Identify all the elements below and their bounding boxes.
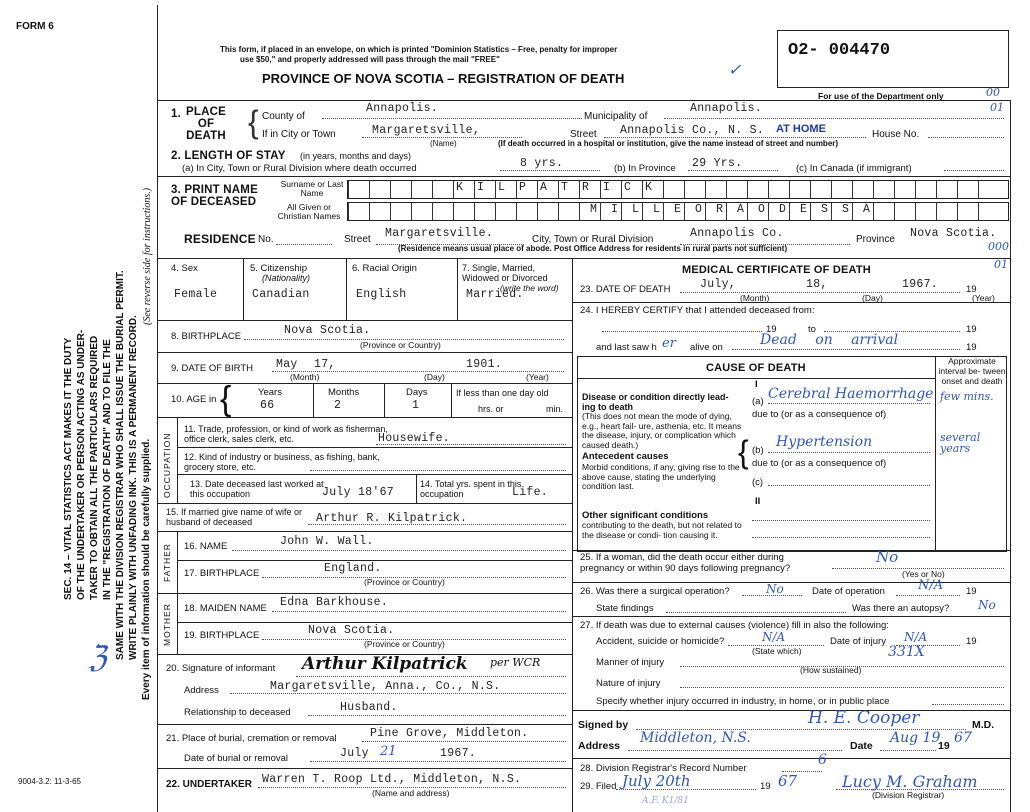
department-use-caption: For use of the Department only bbox=[818, 91, 944, 101]
death-day: 18, bbox=[806, 278, 828, 291]
cause-of-death-title: CAUSE OF DEATH bbox=[706, 362, 806, 374]
cause-a-interval: few mins. bbox=[940, 390, 994, 403]
street-label: Street bbox=[570, 129, 597, 140]
surname-value: K I L P A T R I C K bbox=[456, 181, 656, 194]
registration-number-box bbox=[777, 30, 1009, 88]
physician-address: Middleton, N.S. bbox=[640, 730, 751, 746]
citizenship-value: Canadian bbox=[252, 288, 310, 301]
cause-a-value: Cerebral Haemorrhage bbox=[768, 386, 934, 402]
manner-code: 331X bbox=[888, 644, 925, 660]
accident-answer: N/A bbox=[762, 630, 786, 644]
house-no-label: House No. bbox=[872, 129, 920, 140]
form-number: FORM 6 bbox=[16, 21, 54, 32]
sidebar-line-2: OF THE UNDERTAKER OR PERSON ACTING AS UNDER- bbox=[76, 329, 87, 600]
burial-date-year: 1967. bbox=[440, 747, 477, 760]
margin-code-1: 00 bbox=[986, 86, 1000, 99]
length-of-stay-label: 2. LENGTH OF STAY bbox=[171, 150, 286, 162]
page-title: PROVINCE OF NOVA SCOTIA – REGISTRATION OF DEATH bbox=[262, 71, 625, 86]
mother-birthplace-value: Nova Scotia. bbox=[308, 624, 395, 637]
surname-cells bbox=[347, 180, 1009, 199]
stay-city-value: 8 yrs. bbox=[520, 157, 564, 170]
street-value: Annapolis Co., N. S. bbox=[620, 124, 765, 137]
filed-date: July 20th bbox=[622, 772, 691, 790]
given-names-value: M I L L E O R A O D E S S A bbox=[590, 203, 874, 216]
death-month: July, bbox=[700, 278, 737, 291]
burial-date-day: 21 bbox=[380, 744, 397, 759]
residence-note: (Residence means usual place of abode. Post Office Address for residents in rural parts not sufficient) bbox=[398, 244, 788, 253]
sex-value: Female bbox=[174, 288, 218, 301]
father-birthplace-value: England. bbox=[324, 562, 382, 575]
county-value: Annapolis. bbox=[366, 102, 439, 115]
margin-scribble: ℨ bbox=[88, 640, 107, 675]
city-value: Margaretsville, bbox=[372, 124, 481, 137]
cause-b-value: Hypertension bbox=[776, 434, 873, 450]
residence-city-value: Annapolis Co. bbox=[690, 227, 784, 240]
dob-year: 1901. bbox=[466, 358, 503, 371]
sidebar-line-5: SAME WITH THE DIVISION REGISTRAR WHO SHALL ISSUE THE BURIAL PERMIT. bbox=[115, 270, 126, 660]
form-code: 9004-3.2: 11-3-65 bbox=[18, 777, 82, 786]
sidebar-line-3: TAKER TO OBTAIN ALL THE PARTICULARS REQUIRED bbox=[89, 335, 100, 600]
header-line-2: use $50," and properly addressed will pass through the mail "FREE" bbox=[240, 55, 500, 64]
registration-number: O2- 004470 bbox=[788, 41, 891, 60]
burial-date-month: July bbox=[340, 747, 369, 760]
physician-date-year: 67 bbox=[954, 730, 972, 746]
residence-street-value: Margaretsville. bbox=[385, 227, 494, 240]
marital-value: Married. bbox=[466, 288, 524, 301]
death-year: 1967. bbox=[902, 278, 939, 291]
cause-b-interval: several years bbox=[940, 431, 981, 455]
dob-month: May bbox=[276, 358, 298, 371]
stay-province-value: 29 Yrs. bbox=[692, 157, 743, 170]
spouse-value: Arthur R. Kilpatrick. bbox=[316, 512, 468, 525]
record-number: 6 bbox=[818, 752, 827, 768]
occupation-value: Housewife. bbox=[378, 432, 451, 445]
physician-signature: H. E. Cooper bbox=[808, 708, 920, 728]
sidebar-line-8: (See reverse side for instructions.) bbox=[142, 187, 153, 325]
informant-address-value: Margaretsville, Anna., Co., N.S. bbox=[270, 680, 501, 693]
municipality-label: Municipality of bbox=[584, 111, 648, 122]
medical-certificate-title: MEDICAL CERTIFICATE OF DEATH bbox=[682, 264, 871, 276]
check-mark: ✓ bbox=[728, 60, 742, 79]
registrar-signature: Lucy M. Graham bbox=[842, 772, 978, 791]
last-saw-pronoun: er bbox=[662, 336, 676, 351]
relationship-value: Husband. bbox=[340, 701, 398, 714]
informant-signature: Arthur Kilpatrick bbox=[302, 654, 468, 674]
place-of-death-num: 1. bbox=[171, 108, 181, 120]
alive-on-value: Dead on arrival bbox=[760, 332, 899, 348]
operation-answer: No bbox=[766, 582, 784, 596]
residence-label: RESIDENCE bbox=[184, 232, 256, 246]
age-years: 66 bbox=[260, 399, 275, 412]
racial-origin-value: English bbox=[356, 288, 407, 301]
county-label: County of bbox=[262, 111, 305, 122]
autopsy-answer: No bbox=[978, 598, 996, 612]
birthplace-value: Nova Scotia. bbox=[284, 324, 371, 337]
father-name-value: John W. Wall. bbox=[280, 535, 374, 548]
margin-code-2: 01 bbox=[990, 101, 1004, 114]
print-name-label: 3. PRINT NAME OF DECEASED bbox=[171, 184, 258, 208]
city-label: If in City or Town bbox=[262, 129, 336, 140]
sidebar-line-4: IN THE "REGISTRATION OF DEATH" AND TO FILE THE bbox=[102, 339, 113, 600]
sidebar-line-7: Every item of information should be carefully supplied. bbox=[141, 438, 152, 700]
street-hand: AT HOME bbox=[776, 123, 826, 135]
sidebar-line-6: WRITE PLAINLY WITH UNFADING INK. THIS IS A PERMANENT RECORD. bbox=[128, 315, 139, 660]
dob-day: 17, bbox=[314, 358, 336, 371]
pregnancy-answer: No bbox=[876, 548, 899, 566]
hospital-note: (If death occurred in a hospital or institution, give the name instead of street and number) bbox=[498, 139, 839, 148]
years-in-occupation-value: Life. bbox=[512, 486, 549, 499]
filed-year: 67 bbox=[778, 772, 798, 790]
age-months: 2 bbox=[334, 399, 342, 412]
mother-maiden-value: Edna Barkhouse. bbox=[280, 596, 389, 609]
operation-date: N/A bbox=[918, 578, 944, 593]
injury-date: N/A bbox=[904, 630, 928, 644]
undertaker-value: Warren T. Roop Ltd., Middleton, N.S. bbox=[262, 773, 522, 786]
header-line-1: This form, if placed in an envelope, on which is printed "Dominion Statistics – Free, penalty for improper bbox=[220, 45, 618, 54]
place-of-death-label: PLACE OF DEATH bbox=[186, 106, 226, 142]
bottom-annotation: A.F. K1/81 bbox=[642, 796, 689, 806]
residence-province-value: Nova Scotia. bbox=[910, 227, 997, 240]
last-worked-value: July 18'67 bbox=[322, 486, 395, 499]
municipality-value: Annapolis. bbox=[690, 102, 763, 115]
age-days: 1 bbox=[412, 399, 420, 412]
physician-date: Aug 19 bbox=[890, 730, 941, 746]
burial-place-value: Pine Grove, Middleton. bbox=[370, 727, 529, 740]
sidebar-line-1: SEC. 14 – VITAL STATISTICS ACT MAKES IT THE DUTY bbox=[63, 337, 74, 600]
